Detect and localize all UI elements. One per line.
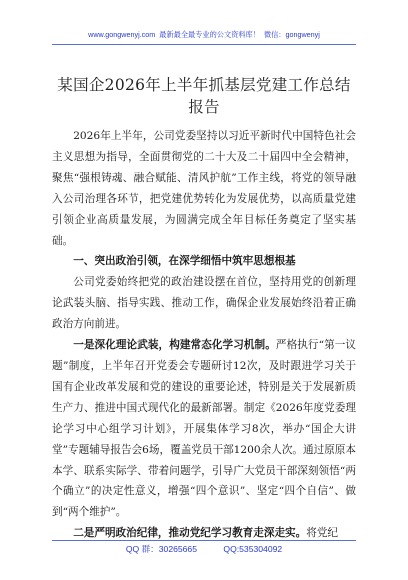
header-divider (52, 44, 356, 45)
page-header (0, 30, 408, 40)
point-one-body: 严格执行“第一议题”制度，上半年召开党委会专题研讨12次，及时跟进学习关于国有企业改革发展和党的建设的重要论述，特别是关于发展新质生产力、推进中国式现代化的最新部署。制定《2026年度党委理论学习中心组学习计划》，开展集体学习8次，举办“国企大讲堂”专题辅导报告会6场，覆盖党员干部1200余人次。通过原原本本学、联系实际学、带着问题学，引导广大党员干部深刻领悟“两个确立”的决定性意义，增强“四个意识”、坚定“四个自信”、做到“两个维护”。 (52, 339, 357, 519)
footer-qq-group: QQ 群：30265665 (125, 544, 197, 554)
header-wechat: 微信：gongwenyj (263, 30, 320, 39)
intro-paragraph: 2026年上半年，公司党委坚持以习近平新时代中国特色社会主义思想为指导，全面贯彻党的二十大及二十届四中全会精神，聚焦“强根铸魂、融合赋能、清风护航”工作主线，将党的领导融入公司治理各环节，把党建优势转化为发展优势，以高质量党建引领企业高质量发展，为圆满完成全年目标任务奠定了坚实基础。 (52, 130, 356, 247)
footer-divider (52, 540, 356, 541)
document-title: 某国企2026年上半年抓基层党建工作总结报告 (57, 76, 351, 116)
section-heading: 一、突出政治引领，在深学细悟中筑牢思想根基 (73, 255, 296, 268)
point-two-body: 将党纪 (306, 527, 339, 540)
header-slogan: 最新最全最专业的公文资料库！ (159, 30, 260, 39)
section-intro-paragraph: 公司党委始终把党的政治建设摆在首位，坚持用党的创新理论武装头脑、指导实践、推动工作，确保企业发展始终沿着正确政治方向前进。 (52, 276, 356, 331)
point-one-paragraph (52, 335, 356, 523)
site-link[interactable]: www.gongwenyj.com (88, 30, 156, 39)
footer-qq: QQ:535304092 (223, 544, 283, 554)
page-footer (0, 543, 408, 555)
point-two-lead: 二是严明政治纪律，推动党纪学习教育走深走实。 (73, 527, 307, 540)
document-body (52, 126, 356, 544)
point-one-lead: 一是深化理论武装，构建常态化学习机制。 (73, 339, 276, 352)
